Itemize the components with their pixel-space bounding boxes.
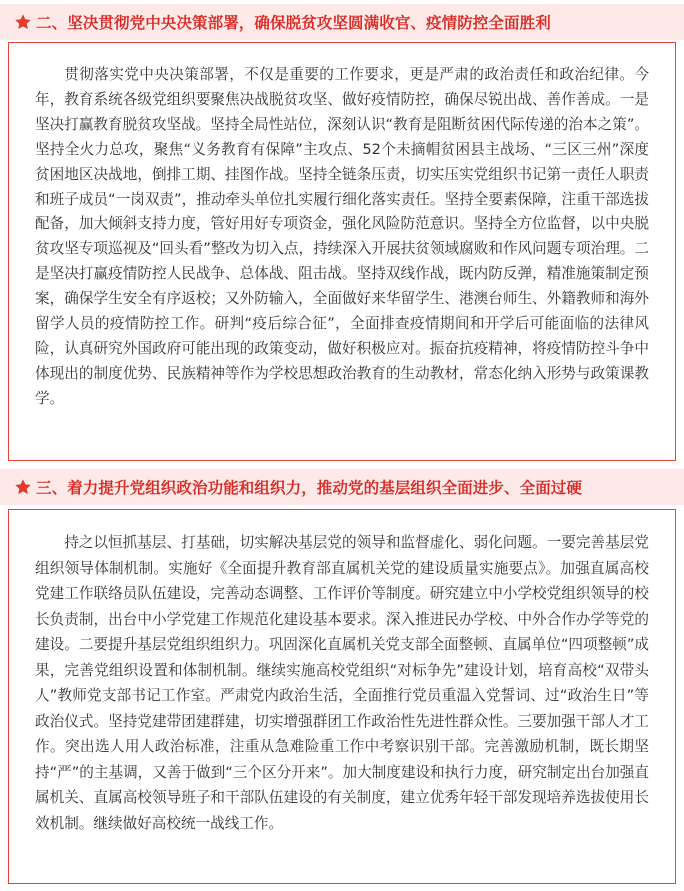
section-header [0,4,684,40]
section-content-box [8,42,676,461]
section-title: 三、着力提升党组织政治功能和组织力，推动党的基层组织全面进步、全面过硬 [36,479,583,497]
star-icon [14,478,32,496]
section-body: 贯彻落实党中央决策部署，不仅是重要的工作要求，更是严肃的政治责任和政治纪律。今年，教育系统各级党组织要聚焦决战脱贫攻坚、做好疫情防控，确保尽锐出战、善作善成。一是坚决打赢教育脱贫攻坚战。坚持全局性站位，深刻认识“教育是阻断贫困代际传递的治本之策”。坚持全火力总攻，聚焦“义务教育有保障”主攻点、52个未摘帽贫困县主战场、“三区三州”深度贫困地区决战地，倒排工期、挂图作战。坚持全链条压责，切实压实党组织书记第一责任人职责和班子成员“一岗双责”，推动牵头单位扎实履行细化落实责任。坚持全要素保障，注重干部选拔配备，加大倾斜支持力度，管好用好专项资金，强化风险防范意识。坚持全方位监督，以中央脱贫攻坚专项巡视及“回头看”整改为切入点，持续深入开展扶贫领域腐败和作风问题专项治理。二是坚决打赢疫情防控人民战争、总体战、阻击战。坚持双线作战，既内防反弹，精准施策制定预案，确保学生安全有序返校；又外防输入，全面做好来华留学生、港澳台师生、外籍教师和海外留学人员的疫情防控工作。研判“疫后综合征”，全面排查疫情期间和开学后可能面临的法律风险，认真研究外国政府可能出现的政策变动，做好积极应对。振奋抗疫精神，将疫情防控斗争中体现出的制度优势、民族精神等作为学校思想政治教育的生动教材，常态化纳入形势与政策课教学。 [35,66,649,407]
star-icon [14,13,32,31]
section-content-box [8,509,676,884]
section-header [0,469,684,505]
section-body: 持之以恒抓基层、打基础，切实解决基层党的领导和监督虚化、弱化问题。一要完善基层党组织领导体制机制。实施好《全面提升教育部直属机关党的建设质量实施要点》。加强直属高校党建工作联络员队伍建设，完善动态调整、工作评价等制度。研究建立中小学校党组织领导的校长负责制，出台中小学党建工作规范化建设基本要求。深入推进民办学校、中外合作办学等党的建设。二要提升基层党组织组织力。巩固深化直属机关党支部全面整顿、直属单位“四项整顿”成果，完善党组织设置和体制机制。继续实施高校党组织“对标争先”建设计划，培育高校“双带头人”教师党支部书记工作室。严肃党内政治生活，全面推行党员重温入党誓词、过“政治生日”等政治仪式。坚持党建带团建群建，切实增强群团工作政治性先进性群众性。三要加强干部人才工作。突出选人用人政治标准，注重从急难险重工作中考察识别干部。完善激励机制，既长期坚持“严”的主基调，又善于做到“三个区分开来”。加大制度建设和执行力度，研究制定出台加强直属机关、直属高校领导班子和干部队伍建设的有关制度，建立优秀年轻干部发现培养选拔使用长效机制。继续做好高校统一战线工作。 [35,534,649,832]
section-title: 二、坚决贯彻党中央决策部署，确保脱贫攻坚圆满收官、疫情防控全面胜利 [36,14,551,32]
